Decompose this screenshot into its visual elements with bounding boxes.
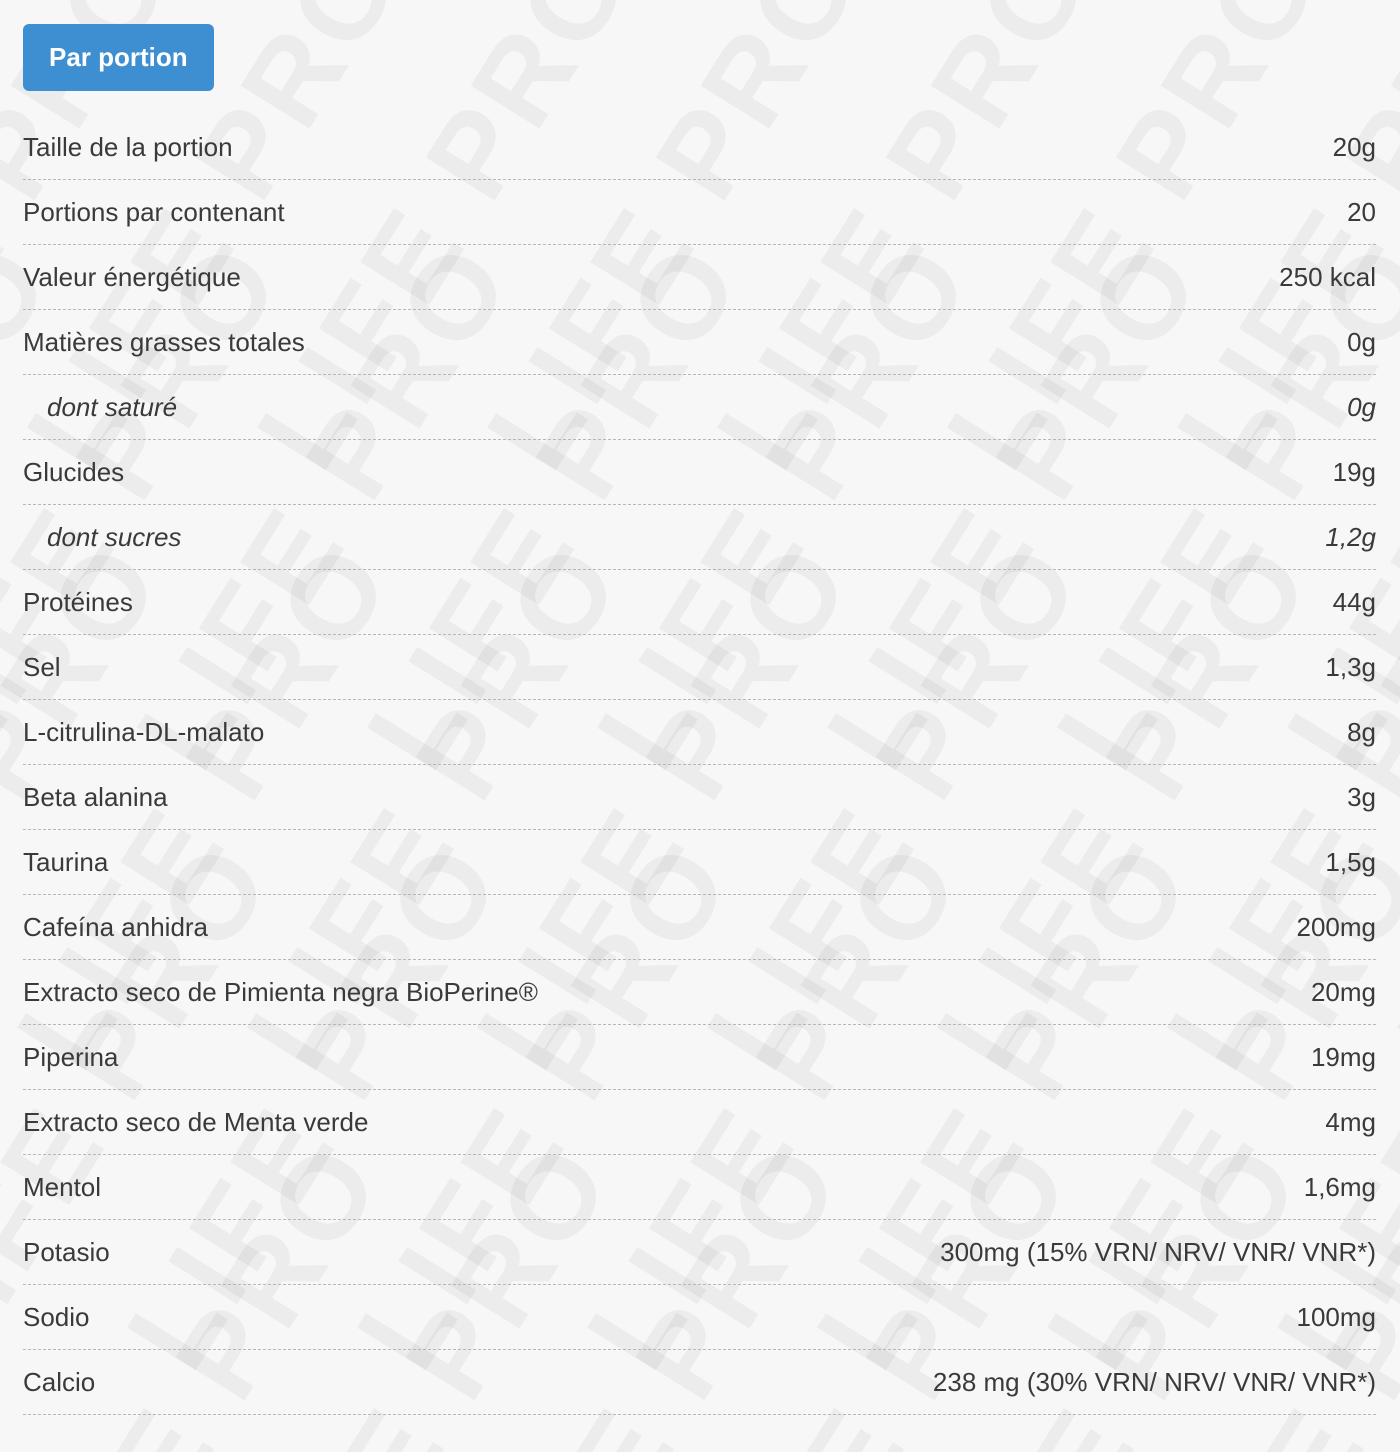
table-row [23,570,1376,635]
table-row [23,1220,1376,1285]
nutrient-label: Potasio [23,1236,110,1267]
nutrient-label: L-citrulina-DL-malato [23,716,265,747]
table-row [23,895,1376,960]
table-row [23,505,1376,570]
nutrient-value: 4mg [1325,1106,1376,1137]
nutrient-label: Beta alanina [23,781,168,812]
nutrient-value: 1,3g [1325,651,1376,682]
nutrient-value: 1,5g [1325,846,1376,877]
nutrient-label: Protéines [23,586,133,617]
table-row [23,1155,1376,1220]
table-row [23,375,1376,440]
table-row [23,1025,1376,1090]
nutrient-value: 3g [1347,781,1376,812]
nutrient-value: 0g [1347,391,1376,422]
nutrient-value: 0g [1347,326,1376,357]
nutrient-label: dont saturé [47,391,178,422]
nutrient-label: Matières grasses totales [23,326,305,357]
nutrient-value: 1,2g [1325,521,1376,552]
table-row [23,115,1376,180]
nutrient-label: Cafeína anhidra [23,911,209,942]
watermark-logo [1010,1418,1400,1452]
nutrient-label: Piperina [23,1041,119,1072]
table-row [23,180,1376,245]
nutrient-label: Taille de la portion [23,131,233,162]
nutrition-table [23,115,1376,1415]
table-row [23,765,1376,830]
table-row [23,830,1376,895]
table-row [23,245,1376,310]
nutrient-label: Sel [23,651,61,682]
nutrient-label: dont sucres [47,521,182,552]
table-row [23,1285,1376,1350]
table-row [23,1090,1376,1155]
nutrient-value: 238 mg (30% VRN/ NRV/ VNR/ VNR*) [932,1366,1376,1397]
nutrient-value: 20 [1347,196,1376,227]
watermark-logo [780,1418,1209,1452]
nutrient-label: Mentol [23,1171,102,1202]
table-row [23,1350,1376,1415]
nutrient-label: Portions par contenant [23,196,285,227]
tab-per-portion[interactable]: Par portion [23,24,214,91]
watermark-logo [1240,1418,1400,1452]
nutrient-label: Calcio [23,1366,96,1397]
nutrient-label: Extracto seco de Menta verde [23,1106,369,1137]
watermark-logo [320,1418,749,1452]
table-row [23,960,1376,1025]
nutrient-label: Extracto seco de Pimienta negra BioPerine® [23,976,538,1007]
nutrient-value: 250 kcal [1279,261,1376,292]
nutrient-label: Glucides [23,456,125,487]
nutrient-label: Valeur énergétique [23,261,241,292]
table-row [23,635,1376,700]
table-row [23,440,1376,505]
nutrient-label: Taurina [23,846,109,877]
nutrient-value: 19g [1332,456,1376,487]
nutrient-value: 200mg [1296,911,1376,942]
nutrient-value: 300mg (15% VRN/ NRV/ VNR/ VNR*) [940,1236,1376,1267]
nutrient-label: Sodio [23,1301,90,1332]
watermark-logo [90,1418,519,1452]
nutrient-value: 44g [1332,586,1376,617]
table-row [23,700,1376,765]
nutrient-value: 19mg [1310,1041,1376,1072]
nutrient-value: 20g [1332,131,1376,162]
watermark-logo [550,1418,979,1452]
table-row [23,310,1376,375]
nutrient-value: 100mg [1296,1301,1376,1332]
nutrient-value: 8g [1347,716,1376,747]
nutrient-value: 20mg [1310,976,1376,1007]
nutrient-value: 1,6mg [1303,1171,1376,1202]
